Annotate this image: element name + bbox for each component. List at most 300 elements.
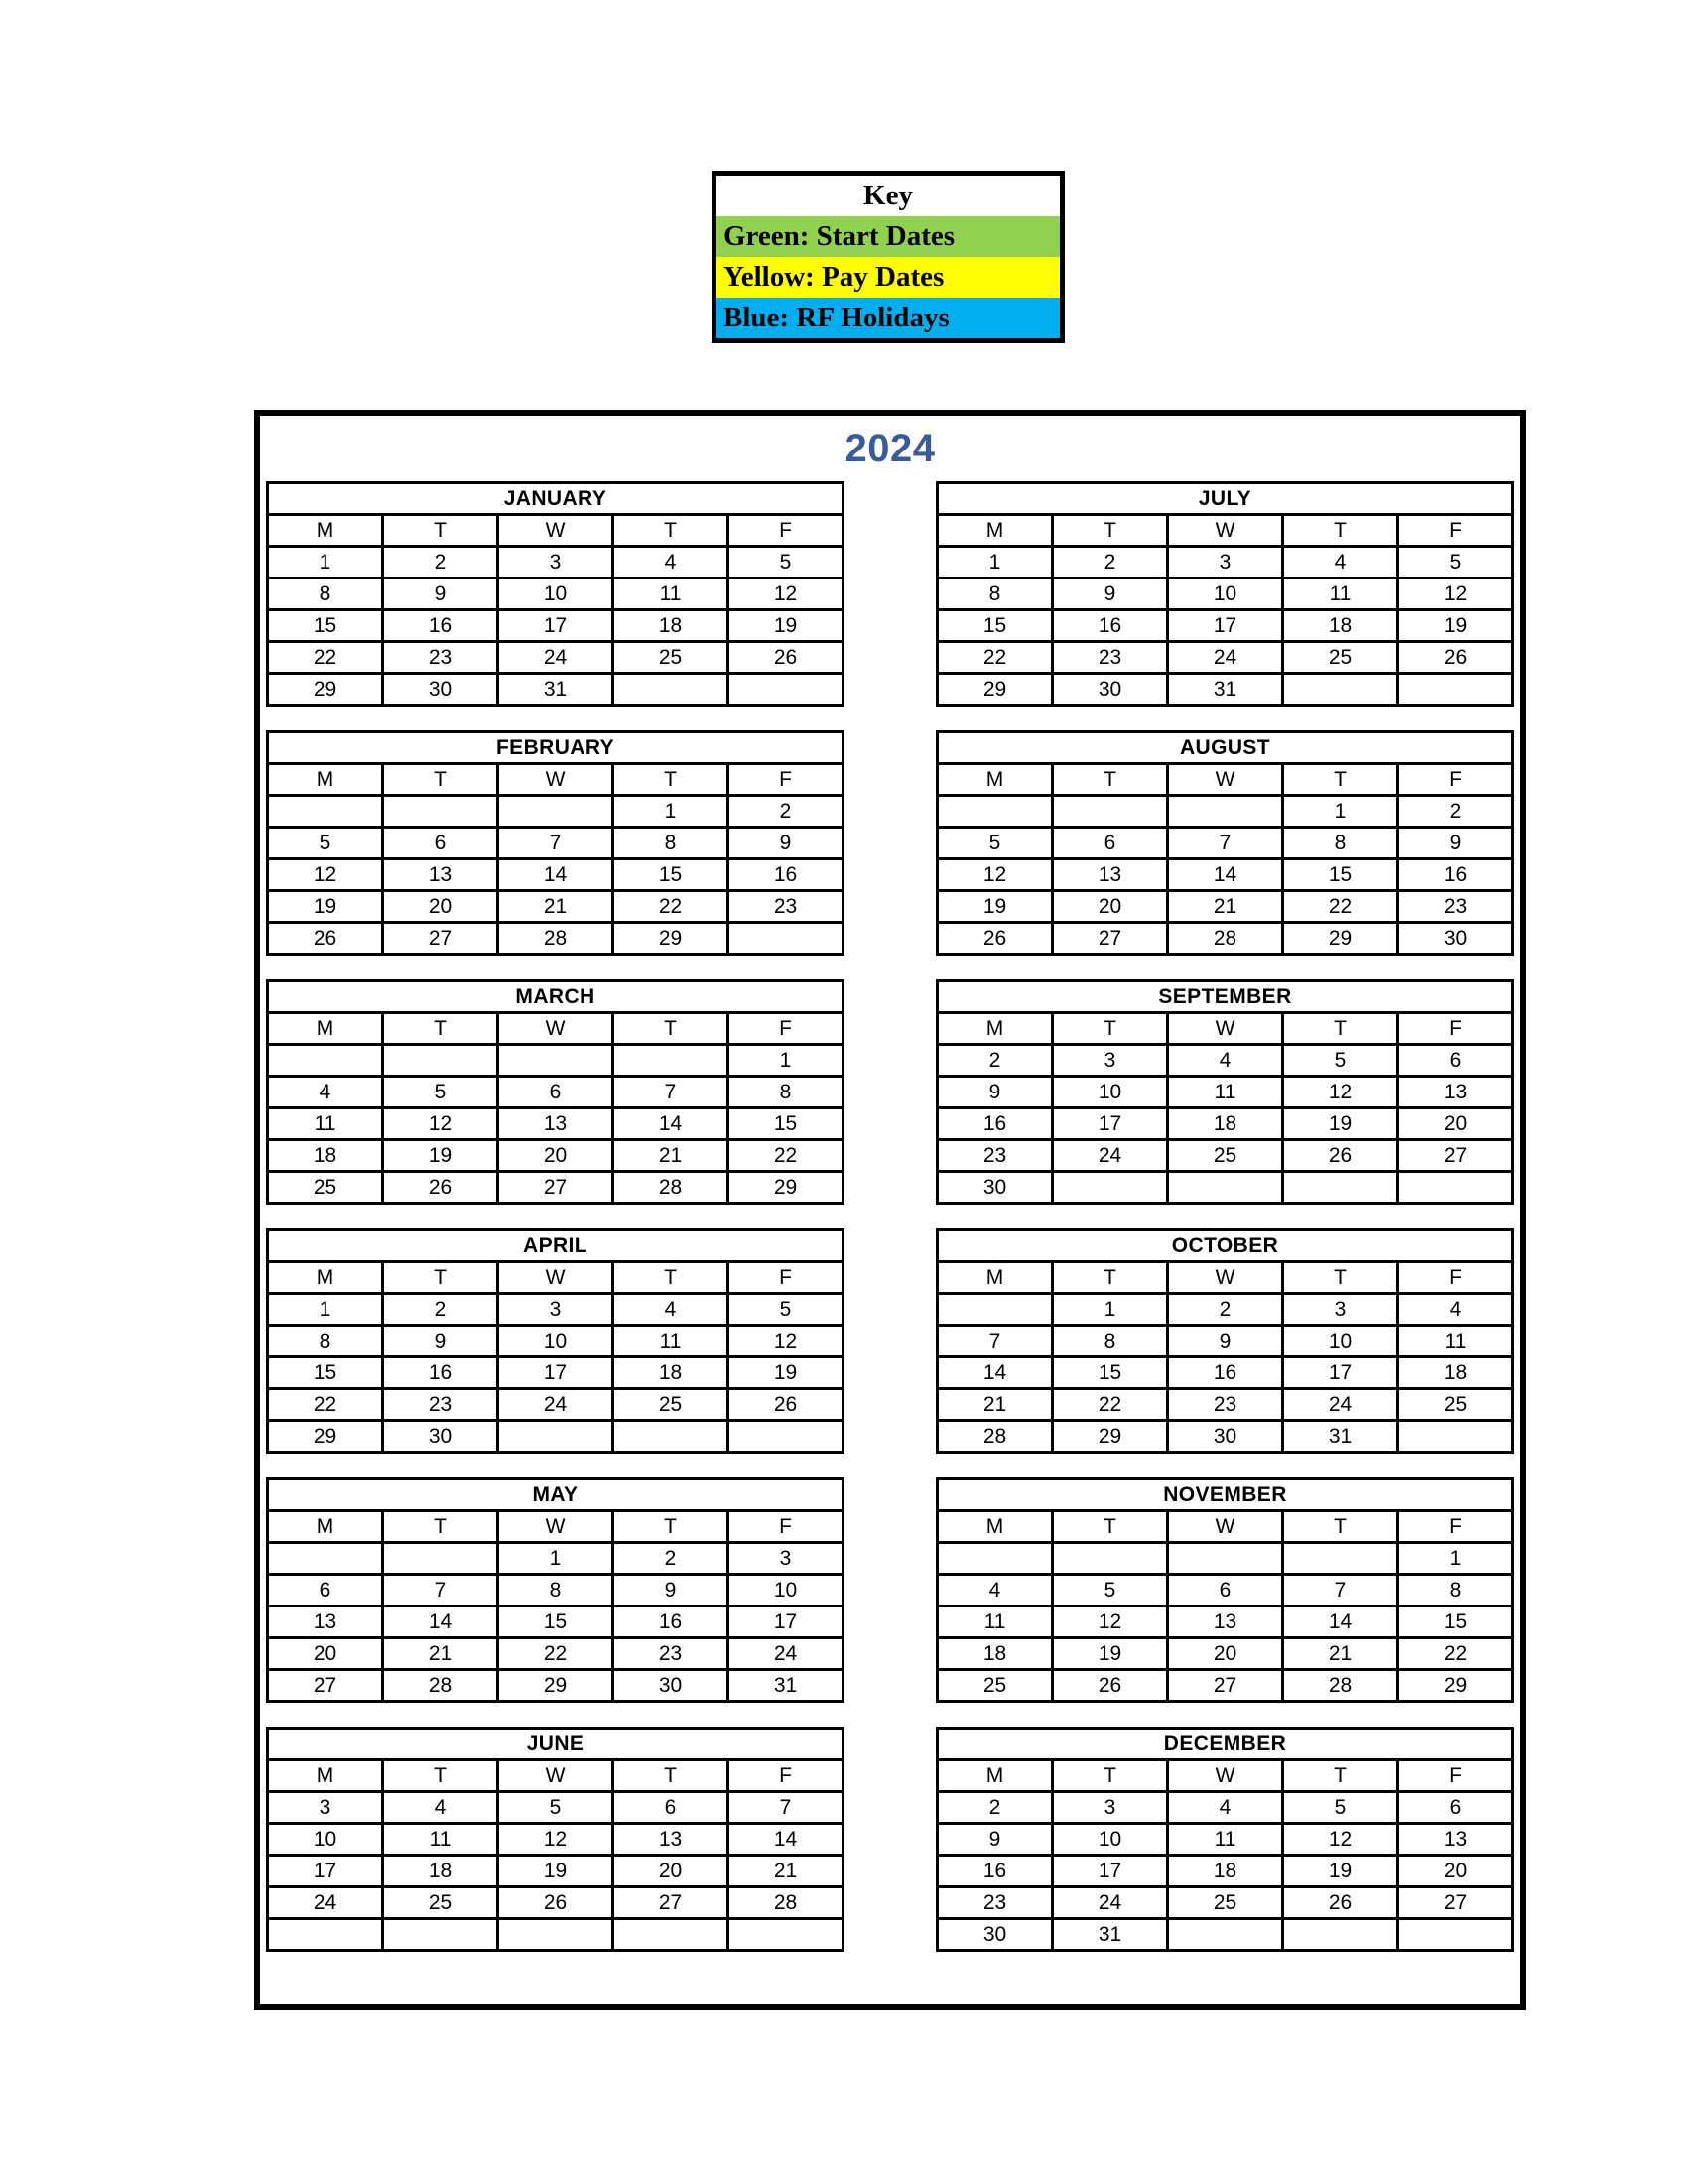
week-row [938,923,1513,955]
day-cell[interactable]: 22 [613,891,728,923]
day-cell[interactable]: 26 [1283,1140,1398,1172]
day-cell[interactable]: 27 [1053,923,1168,955]
weekday-header-cell: T [613,515,728,547]
day-cell[interactable]: 17 [728,1606,844,1638]
day-cell[interactable]: 1 [613,796,728,828]
day-cell[interactable]: 3 [498,547,613,578]
day-cell[interactable]: 1 [268,1294,383,1326]
month-block [266,979,844,1205]
day-cell-blank [1053,796,1168,828]
day-cell[interactable]: 16 [383,1357,498,1389]
day-cell[interactable]: 27 [383,923,498,955]
weekday-header-cell: W [498,1760,613,1792]
day-cell-blank [498,796,613,828]
day-cell[interactable]: 20 [383,891,498,923]
day-cell[interactable]: 20 [1168,1638,1283,1670]
day-cell[interactable]: 12 [1283,1077,1398,1108]
day-cell[interactable]: 18 [383,1856,498,1887]
day-cell[interactable]: 4 [268,1077,383,1108]
day-cell[interactable]: 15 [938,610,1053,642]
day-cell[interactable]: 10 [1283,1326,1398,1357]
week-row [268,1856,844,1887]
day-cell[interactable]: 16 [1398,859,1513,891]
day-cell[interactable]: 7 [728,1792,844,1824]
day-cell[interactable]: 24 [1053,1140,1168,1172]
day-cell[interactable]: 17 [268,1856,383,1887]
day-cell[interactable]: 21 [498,891,613,923]
day-cell[interactable]: 21 [613,1140,728,1172]
day-cell[interactable]: 6 [613,1792,728,1824]
day-cell[interactable]: 14 [383,1606,498,1638]
day-cell[interactable]: 29 [938,674,1053,706]
day-cell[interactable]: 25 [1168,1887,1283,1919]
day-cell[interactable]: 19 [728,1357,844,1389]
day-cell[interactable]: 11 [613,578,728,610]
day-cell[interactable]: 20 [498,1140,613,1172]
day-cell[interactable]: 7 [498,828,613,859]
day-cell[interactable]: 1 [498,1543,613,1575]
day-cell[interactable]: 22 [1398,1638,1513,1670]
day-cell[interactable]: 22 [268,642,383,674]
day-cell[interactable]: 6 [1398,1045,1513,1077]
day-cell[interactable]: 22 [938,642,1053,674]
day-cell[interactable]: 7 [1283,1575,1398,1606]
day-cell[interactable]: 8 [1053,1326,1168,1357]
day-cell-blank [1398,1421,1513,1453]
day-cell[interactable]: 1 [1283,796,1398,828]
day-cell[interactable]: 10 [1168,578,1283,610]
day-cell[interactable]: 19 [383,1140,498,1172]
day-cell[interactable]: 4 [1398,1294,1513,1326]
day-cell[interactable]: 2 [613,1543,728,1575]
day-cell[interactable]: 2 [1168,1294,1283,1326]
day-cell[interactable]: 13 [268,1606,383,1638]
day-cell[interactable]: 30 [938,1172,1053,1204]
day-cell[interactable]: 31 [1168,674,1283,706]
month-name-header: MAY [268,1479,844,1511]
day-cell[interactable]: 10 [728,1575,844,1606]
day-cell[interactable]: 23 [383,642,498,674]
day-cell[interactable]: 17 [1168,610,1283,642]
day-cell[interactable]: 27 [1168,1670,1283,1702]
day-cell[interactable]: 18 [613,1357,728,1389]
day-cell[interactable]: 11 [383,1824,498,1856]
month-header-row [938,1479,1513,1511]
day-cell-blank [268,796,383,828]
day-cell[interactable]: 2 [938,1792,1053,1824]
day-cell[interactable]: 25 [613,642,728,674]
day-cell[interactable]: 12 [938,859,1053,891]
day-cell[interactable]: 10 [1053,1077,1168,1108]
day-cell[interactable]: 30 [938,1919,1053,1951]
day-cell[interactable]: 14 [1168,859,1283,891]
weekday-header-cell: T [613,1013,728,1045]
day-cell[interactable]: 11 [1283,578,1398,610]
day-cell[interactable]: 6 [268,1575,383,1606]
day-cell[interactable]: 7 [938,1326,1053,1357]
day-cell[interactable]: 23 [613,1638,728,1670]
day-cell[interactable]: 13 [498,1108,613,1140]
day-cell[interactable]: 13 [1053,859,1168,891]
day-cell[interactable]: 6 [1398,1792,1513,1824]
day-cell[interactable]: 28 [383,1670,498,1702]
day-cell[interactable]: 23 [938,1887,1053,1919]
day-cell-blank [268,1919,383,1951]
day-cell[interactable]: 18 [1283,610,1398,642]
day-cell[interactable]: 8 [1398,1575,1513,1606]
day-cell[interactable]: 21 [938,1389,1053,1421]
day-cell[interactable]: 1 [728,1045,844,1077]
day-cell[interactable]: 4 [383,1792,498,1824]
day-cell[interactable]: 16 [1168,1357,1283,1389]
day-cell[interactable]: 25 [1168,1140,1283,1172]
day-cell[interactable]: 23 [383,1389,498,1421]
week-row [938,1077,1513,1108]
day-cell[interactable]: 16 [383,610,498,642]
day-cell[interactable]: 25 [1283,642,1398,674]
day-cell[interactable]: 21 [728,1856,844,1887]
day-cell[interactable]: 9 [1168,1326,1283,1357]
day-cell[interactable]: 7 [383,1575,498,1606]
day-cell[interactable]: 8 [1283,828,1398,859]
day-cell[interactable]: 13 [383,859,498,891]
day-cell[interactable]: 6 [1168,1575,1283,1606]
day-cell[interactable]: 22 [1053,1389,1168,1421]
day-cell[interactable]: 28 [1168,923,1283,955]
day-cell[interactable]: 24 [498,1389,613,1421]
day-cell[interactable]: 29 [1398,1670,1513,1702]
day-cell[interactable]: 12 [1053,1606,1168,1638]
day-cell[interactable]: 20 [1398,1856,1513,1887]
day-cell[interactable]: 19 [1398,610,1513,642]
day-cell-blank [383,1045,498,1077]
day-cell[interactable]: 11 [1398,1326,1513,1357]
month-header-row [268,1230,844,1262]
day-cell[interactable]: 18 [268,1140,383,1172]
day-cell[interactable]: 2 [383,547,498,578]
day-cell[interactable]: 28 [1283,1670,1398,1702]
day-cell[interactable]: 3 [498,1294,613,1326]
day-cell[interactable]: 26 [268,923,383,955]
day-cell[interactable]: 3 [268,1792,383,1824]
day-cell[interactable]: 12 [728,1326,844,1357]
day-cell[interactable]: 13 [613,1824,728,1856]
day-cell[interactable]: 24 [498,642,613,674]
week-row [938,796,1513,828]
day-cell[interactable]: 13 [1168,1606,1283,1638]
day-cell[interactable]: 26 [938,923,1053,955]
day-cell[interactable]: 30 [383,674,498,706]
day-cell[interactable]: 22 [498,1638,613,1670]
day-cell[interactable]: 9 [938,1824,1053,1856]
day-cell[interactable]: 4 [1168,1792,1283,1824]
day-cell[interactable]: 8 [498,1575,613,1606]
day-cell[interactable]: 17 [1283,1357,1398,1389]
day-cell[interactable]: 26 [498,1887,613,1919]
day-cell[interactable]: 5 [1398,547,1513,578]
day-cell[interactable]: 1 [1053,1294,1168,1326]
day-cell[interactable]: 1 [1398,1543,1513,1575]
day-cell[interactable]: 19 [1053,1638,1168,1670]
day-cell[interactable]: 24 [728,1638,844,1670]
day-cell[interactable]: 4 [613,1294,728,1326]
day-cell[interactable]: 28 [613,1172,728,1204]
day-cell[interactable]: 26 [728,642,844,674]
day-cell[interactable]: 29 [1053,1421,1168,1453]
day-cell[interactable]: 14 [938,1357,1053,1389]
day-cell[interactable]: 29 [498,1670,613,1702]
day-cell[interactable]: 17 [1053,1856,1168,1887]
day-cell[interactable]: 9 [613,1575,728,1606]
day-cell[interactable]: 12 [728,578,844,610]
day-cell[interactable]: 4 [938,1575,1053,1606]
day-cell[interactable]: 9 [938,1077,1053,1108]
day-cell[interactable]: 18 [1168,1856,1283,1887]
day-cell[interactable]: 29 [728,1172,844,1204]
day-cell[interactable]: 24 [268,1887,383,1919]
day-cell[interactable]: 25 [1398,1389,1513,1421]
day-cell[interactable]: 26 [383,1172,498,1204]
day-cell[interactable]: 24 [1283,1389,1398,1421]
day-cell[interactable]: 3 [1053,1045,1168,1077]
day-cell[interactable]: 2 [1053,547,1168,578]
day-cell[interactable]: 3 [1168,547,1283,578]
weekday-header-cell: F [728,1013,844,1045]
day-cell[interactable]: 23 [938,1140,1053,1172]
day-cell[interactable]: 2 [938,1045,1053,1077]
day-cell[interactable]: 22 [728,1140,844,1172]
day-cell[interactable]: 26 [1283,1887,1398,1919]
day-cell[interactable]: 3 [1053,1792,1168,1824]
day-cell[interactable]: 20 [268,1638,383,1670]
day-cell[interactable]: 25 [613,1389,728,1421]
weekday-header-row [268,764,844,796]
day-cell[interactable]: 1 [938,547,1053,578]
day-cell[interactable]: 16 [938,1108,1053,1140]
day-cell[interactable]: 20 [1053,891,1168,923]
day-cell[interactable]: 14 [728,1824,844,1856]
day-cell[interactable]: 31 [728,1670,844,1702]
day-cell[interactable]: 6 [1053,828,1168,859]
day-cell[interactable]: 31 [1283,1421,1398,1453]
day-cell[interactable]: 27 [1398,1140,1513,1172]
month-block [936,1727,1514,1952]
day-cell[interactable]: 3 [728,1543,844,1575]
day-cell[interactable]: 16 [613,1606,728,1638]
day-cell[interactable]: 6 [383,828,498,859]
day-cell[interactable]: 5 [938,828,1053,859]
day-cell[interactable]: 21 [1283,1638,1398,1670]
day-cell[interactable]: 10 [498,1326,613,1357]
day-cell[interactable]: 12 [268,859,383,891]
day-cell[interactable]: 18 [613,610,728,642]
day-cell[interactable]: 16 [938,1856,1053,1887]
day-cell[interactable]: 11 [938,1606,1053,1638]
day-cell[interactable]: 19 [1283,1108,1398,1140]
day-cell[interactable]: 11 [268,1108,383,1140]
day-cell[interactable]: 29 [268,674,383,706]
day-cell[interactable]: 15 [1398,1606,1513,1638]
month-table [936,1228,1514,1454]
day-cell-blank [383,1919,498,1951]
day-cell[interactable]: 28 [938,1421,1053,1453]
day-cell[interactable]: 13 [1398,1077,1513,1108]
day-cell[interactable]: 14 [1283,1606,1398,1638]
day-cell[interactable]: 8 [268,1326,383,1357]
day-cell[interactable]: 13 [1398,1824,1513,1856]
day-cell[interactable]: 23 [1398,891,1513,923]
day-cell[interactable]: 5 [1283,1045,1398,1077]
day-cell[interactable]: 26 [1053,1670,1168,1702]
day-cell[interactable]: 9 [1398,828,1513,859]
day-cell[interactable]: 9 [383,1326,498,1357]
day-cell[interactable]: 2 [728,796,844,828]
day-cell[interactable]: 3 [1283,1294,1398,1326]
day-cell[interactable]: 4 [1283,547,1398,578]
day-cell[interactable]: 19 [728,610,844,642]
day-cell[interactable]: 27 [613,1887,728,1919]
day-cell[interactable]: 14 [498,859,613,891]
day-cell[interactable]: 12 [383,1108,498,1140]
day-cell[interactable]: 2 [383,1294,498,1326]
weekday-header-cell: M [268,1262,383,1294]
day-cell[interactable]: 8 [613,828,728,859]
day-cell[interactable]: 4 [613,547,728,578]
day-cell[interactable]: 9 [1053,578,1168,610]
day-cell[interactable]: 22 [268,1389,383,1421]
day-cell[interactable]: 11 [613,1326,728,1357]
day-cell[interactable]: 22 [1283,891,1398,923]
day-cell[interactable]: 28 [728,1887,844,1919]
day-cell[interactable]: 15 [268,610,383,642]
day-cell[interactable]: 5 [1283,1792,1398,1824]
day-cell[interactable]: 5 [383,1077,498,1108]
day-cell[interactable]: 11 [1168,1077,1283,1108]
day-cell[interactable]: 15 [1283,859,1398,891]
day-cell[interactable]: 19 [1283,1856,1398,1887]
day-cell[interactable]: 12 [498,1824,613,1856]
day-cell[interactable]: 20 [1398,1108,1513,1140]
day-cell[interactable]: 29 [268,1421,383,1453]
day-cell[interactable]: 5 [498,1792,613,1824]
day-cell[interactable]: 17 [498,1357,613,1389]
day-cell[interactable]: 18 [938,1638,1053,1670]
day-cell-blank [383,1543,498,1575]
day-cell[interactable]: 4 [1168,1045,1283,1077]
day-cell[interactable]: 23 [1053,642,1168,674]
weekday-header-cell: T [1283,1013,1398,1045]
day-cell[interactable]: 30 [1398,923,1513,955]
day-cell[interactable]: 6 [498,1077,613,1108]
day-cell[interactable]: 10 [1053,1824,1168,1856]
day-cell[interactable]: 27 [498,1172,613,1204]
week-row [268,923,844,955]
day-cell[interactable]: 27 [268,1670,383,1702]
day-cell[interactable]: 14 [613,1108,728,1140]
day-cell[interactable]: 31 [1053,1919,1168,1951]
day-cell[interactable]: 28 [498,923,613,955]
day-cell[interactable]: 10 [498,578,613,610]
day-cell[interactable]: 15 [1053,1357,1168,1389]
day-cell[interactable]: 9 [383,578,498,610]
day-cell[interactable]: 24 [1168,642,1283,674]
week-row [268,1824,844,1856]
day-cell[interactable]: 2 [1398,796,1513,828]
day-cell[interactable]: 18 [1168,1108,1283,1140]
day-cell[interactable]: 26 [728,1389,844,1421]
day-cell[interactable]: 9 [728,828,844,859]
day-cell[interactable]: 21 [1168,891,1283,923]
day-cell[interactable]: 17 [498,610,613,642]
day-cell[interactable]: 5 [268,828,383,859]
day-cell[interactable]: 25 [268,1172,383,1204]
day-cell[interactable]: 17 [1053,1108,1168,1140]
day-cell[interactable]: 15 [498,1606,613,1638]
day-cell[interactable]: 29 [1283,923,1398,955]
day-cell[interactable]: 19 [938,891,1053,923]
weekday-header-cell: M [938,764,1053,796]
day-cell[interactable]: 23 [728,891,844,923]
day-cell[interactable]: 16 [1053,610,1168,642]
day-cell[interactable]: 30 [1053,674,1168,706]
day-cell[interactable]: 18 [1398,1357,1513,1389]
day-cell[interactable]: 30 [383,1421,498,1453]
day-cell[interactable]: 5 [728,547,844,578]
day-cell[interactable]: 7 [613,1077,728,1108]
day-cell[interactable]: 8 [938,578,1053,610]
day-cell[interactable]: 24 [1053,1887,1168,1919]
day-cell[interactable]: 20 [613,1856,728,1887]
weekday-header-cell: T [613,1760,728,1792]
day-cell[interactable]: 1 [268,547,383,578]
day-cell[interactable]: 5 [728,1294,844,1326]
day-cell[interactable]: 7 [1168,828,1283,859]
day-cell[interactable]: 12 [1398,578,1513,610]
day-cell-blank [268,1543,383,1575]
day-cell[interactable]: 15 [268,1357,383,1389]
day-cell[interactable]: 25 [383,1887,498,1919]
day-cell[interactable]: 30 [1168,1421,1283,1453]
day-cell[interactable]: 5 [1053,1575,1168,1606]
day-cell[interactable]: 26 [1398,642,1513,674]
day-cell[interactable]: 15 [728,1108,844,1140]
day-cell[interactable]: 8 [728,1077,844,1108]
day-cell[interactable]: 10 [268,1824,383,1856]
day-cell[interactable]: 11 [1168,1824,1283,1856]
day-cell[interactable]: 29 [613,923,728,955]
calendar-columns [260,481,1520,1952]
month-block [936,1228,1514,1454]
day-cell[interactable]: 21 [383,1638,498,1670]
week-row [268,891,844,923]
week-row [268,1421,844,1453]
day-cell-blank [498,1045,613,1077]
weekday-header-row [938,764,1513,796]
weekday-header-cell: T [1283,1760,1398,1792]
day-cell[interactable]: 25 [938,1670,1053,1702]
day-cell[interactable]: 31 [498,674,613,706]
day-cell[interactable]: 15 [613,859,728,891]
day-cell[interactable]: 30 [613,1670,728,1702]
day-cell[interactable]: 8 [268,578,383,610]
day-cell[interactable]: 19 [268,891,383,923]
day-cell[interactable]: 12 [1283,1824,1398,1856]
day-cell[interactable]: 27 [1398,1887,1513,1919]
week-row [938,1575,1513,1606]
day-cell[interactable]: 16 [728,859,844,891]
day-cell[interactable]: 23 [1168,1389,1283,1421]
day-cell[interactable]: 19 [498,1856,613,1887]
